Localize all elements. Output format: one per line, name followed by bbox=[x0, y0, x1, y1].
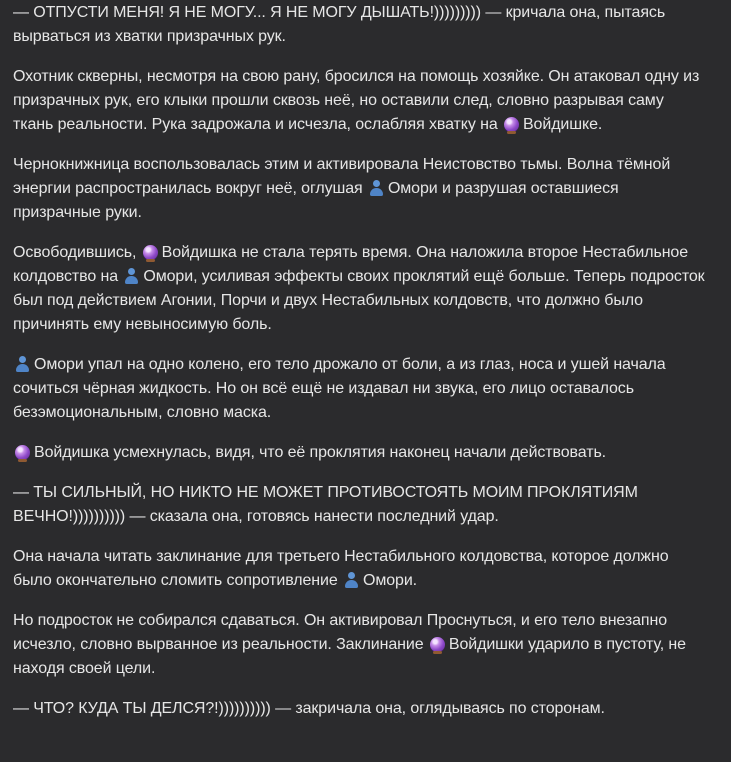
message-paragraph-1 bbox=[13, 1, 705, 49]
message-paragraph-4 bbox=[13, 241, 705, 337]
message-paragraph-2 bbox=[13, 65, 705, 137]
paragraph-text: Но подросток не собирался сдаваться. Он активировал Проснуться, и его тело внезапно исчезло, словно вырванное из реальности. Заклинание bbox=[13, 612, 668, 653]
message-paragraph-10 bbox=[13, 697, 705, 721]
crystal-ball-icon bbox=[143, 245, 158, 260]
paragraph-text: — ТЫ СИЛЬНЫЙ, НО НИКТО НЕ МОЖЕТ ПРОТИВОСТОЯТЬ МОИМ ПРОКЛЯТИЯМ ВЕЧНО!)))))))))) — сказала она, готовясь нанести последний удар. bbox=[13, 484, 638, 525]
paragraph-text: Чернокнижница воспользовалась этим и активировала Неистовство тьмы. Волна тёмной энергии распространилась вокруг неё, оглушая bbox=[13, 156, 671, 197]
paragraph-text: — ОТПУСТИ МЕНЯ! Я НЕ МОГУ... Я НЕ МОГУ ДЫШАТЬ!))))))))) — кричала она, пытаясь вырваться из хватки призрачных рук. bbox=[13, 4, 666, 45]
paragraph-text: Она начала читать заклинание для третьего Нестабильного колдовства, которое должно было окончательно сломить сопротивление bbox=[13, 548, 669, 589]
paragraph-text: Омори. bbox=[363, 572, 418, 589]
paragraph-text: Войдишка не стала терять время. Она наложила второе Нестабильное колдовство на bbox=[13, 244, 689, 285]
paragraph-text: Омори, усиливая эффекты своих проклятий ещё больше. Теперь подросток был под действием Агонии, Порчи и двух Нестабильных колдовств, что должно было причинять ему невыносимую боль. bbox=[13, 268, 705, 333]
bust-in-silhouette-icon bbox=[124, 268, 139, 284]
crystal-ball-icon bbox=[504, 117, 519, 132]
paragraph-text: Войдишки ударило в пустоту, не находя своей цели. bbox=[13, 636, 686, 677]
message-paragraph-5 bbox=[13, 353, 705, 425]
paragraph-text: Омори и разрушая оставшиеся призрачные руки. bbox=[13, 180, 619, 221]
paragraph-text: Охотник скверны, несмотря на свою рану, бросился на помощь хозяйке. Он атаковал одну из призрачных рук, его клыки прошли сквозь неё, но оставили след, словно разрывая саму ткань реальности. Рука задрожала и исчезла, ослабляя хватку на bbox=[13, 68, 700, 133]
bust-in-silhouette-icon bbox=[369, 180, 384, 196]
paragraph-text: Войдишке. bbox=[522, 116, 603, 133]
message-paragraph-7 bbox=[13, 481, 705, 529]
paragraph-text: Освободившись, bbox=[13, 244, 141, 261]
crystal-ball-icon bbox=[15, 445, 30, 460]
crystal-ball-icon bbox=[430, 637, 445, 652]
bust-in-silhouette-icon bbox=[344, 572, 359, 588]
message-paragraph-3 bbox=[13, 153, 705, 225]
bust-in-silhouette-icon bbox=[15, 356, 30, 372]
paragraph-text: — ЧТО? КУДА ТЫ ДЕЛСЯ?!)))))))))) — закричала она, оглядываясь по сторонам. bbox=[13, 700, 605, 717]
message-paragraph-9 bbox=[13, 609, 705, 681]
message-paragraph-6 bbox=[13, 441, 705, 465]
message-paragraph-8 bbox=[13, 545, 705, 593]
paragraph-text: Войдишка усмехнулась, видя, что её проклятия наконец начали действовать. bbox=[34, 444, 607, 461]
paragraph-text: Омори упал на одно колено, его тело дрожало от боли, а из глаз, носа и ушей начала сочиться чёрная жидкость. Но он всё ещё не издавал ни звука, его лицо оставалось безэмоциональным, словно маска. bbox=[13, 356, 666, 421]
